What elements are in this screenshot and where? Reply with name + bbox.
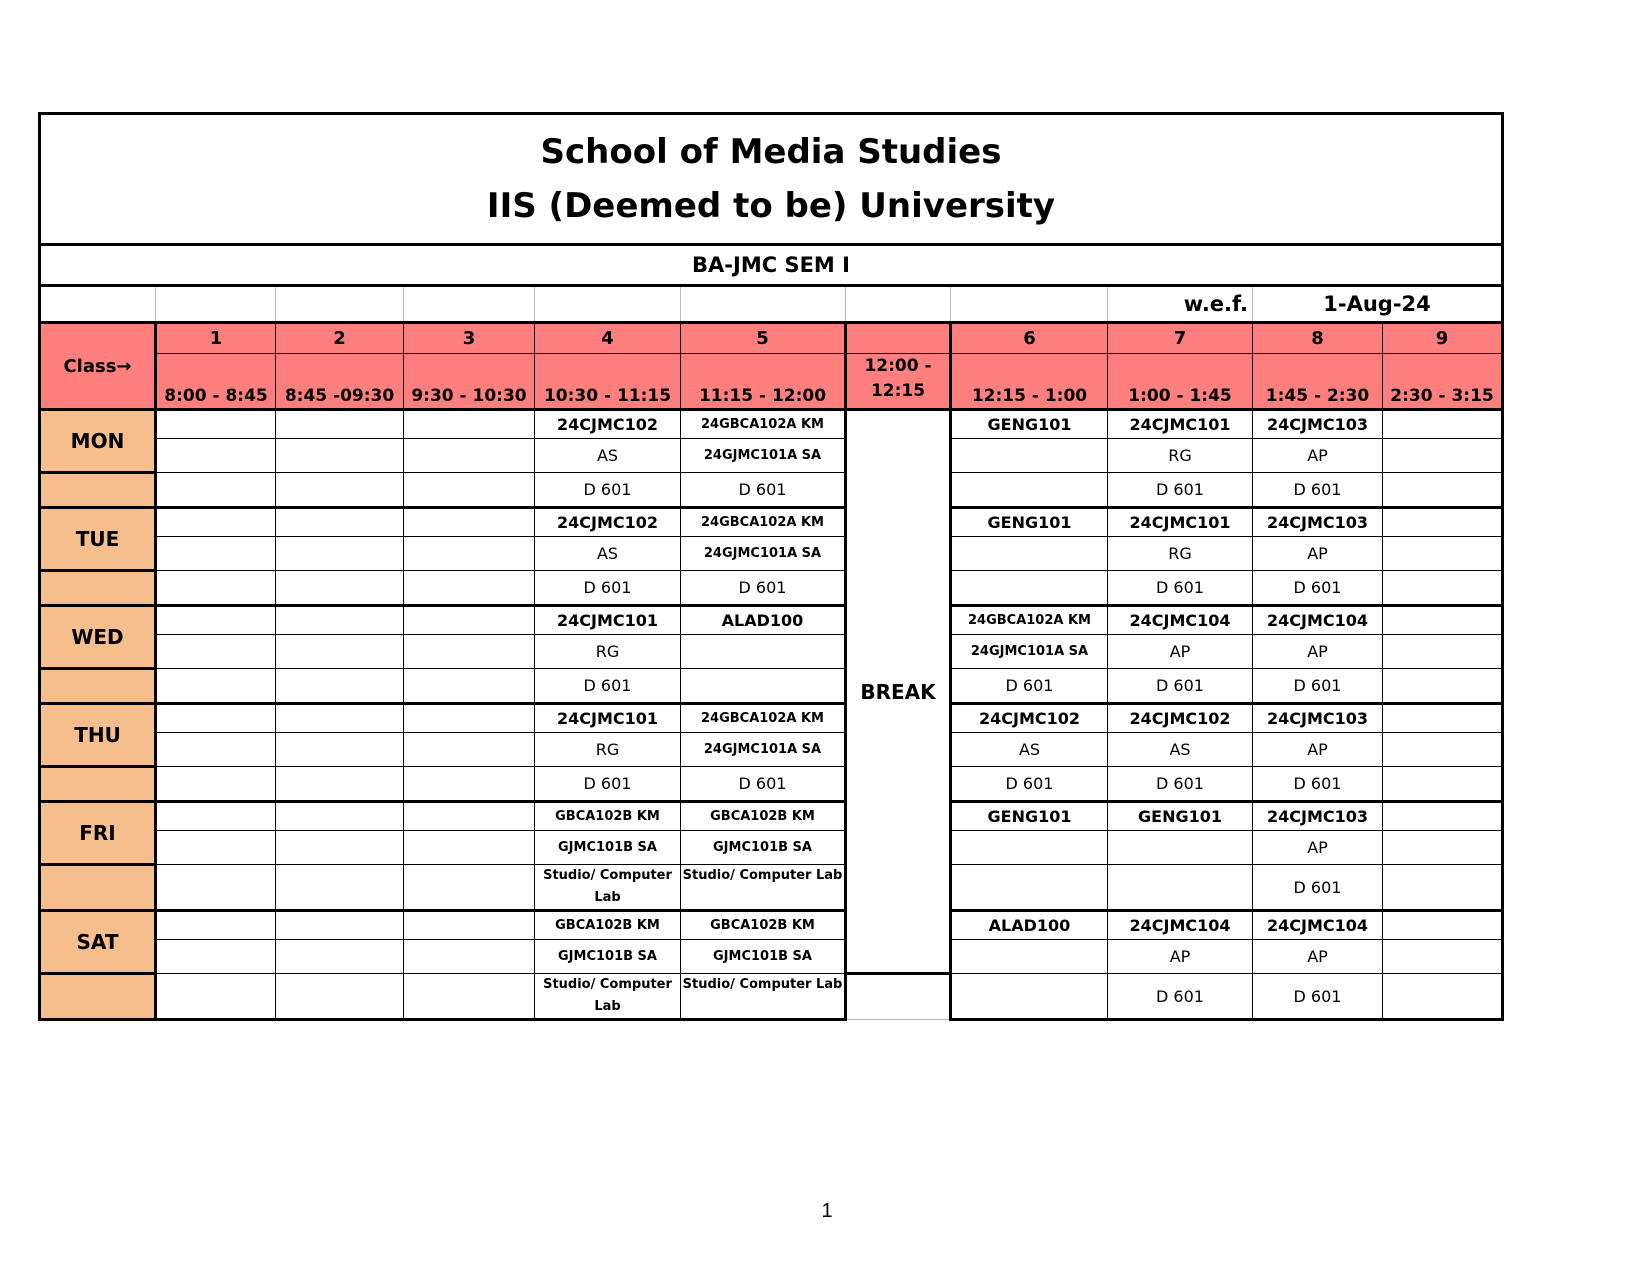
schedule-cell bbox=[1383, 571, 1503, 606]
period-time: 1:00 - 1:45 bbox=[1108, 354, 1253, 410]
blank-cell bbox=[681, 286, 846, 323]
day-label-spacer bbox=[40, 571, 156, 606]
period-time: 8:00 - 8:45 bbox=[156, 354, 276, 410]
day-row bbox=[40, 911, 1503, 940]
schedule-cell bbox=[404, 940, 535, 974]
schedule-cell: GENG101 bbox=[951, 508, 1108, 537]
schedule-cell: 24GBCA102A KM bbox=[681, 704, 846, 733]
schedule-cell bbox=[404, 704, 535, 733]
schedule-cell: AP bbox=[1253, 831, 1383, 865]
schedule-cell: D 601 bbox=[681, 473, 846, 508]
day-row bbox=[40, 704, 1503, 733]
schedule-cell bbox=[276, 473, 404, 508]
schedule-cell: Studio/ Computer Lab bbox=[681, 974, 846, 1020]
day-row bbox=[40, 635, 1503, 669]
schedule-cell: RG bbox=[1108, 439, 1253, 473]
schedule-cell: 24CJMC104 bbox=[1108, 606, 1253, 635]
schedule-cell bbox=[1383, 767, 1503, 802]
day-row bbox=[40, 410, 1503, 439]
schedule-cell: D 601 bbox=[1108, 473, 1253, 508]
break-column bbox=[846, 410, 951, 974]
day-label-tue: TUE bbox=[40, 508, 156, 571]
period-time: 11:15 - 12:00 bbox=[681, 354, 846, 410]
schedule-cell bbox=[156, 606, 276, 635]
schedule-cell: GJMC101B SA bbox=[535, 831, 681, 865]
schedule-cell: D 601 bbox=[535, 571, 681, 606]
schedule-cell: AS bbox=[1108, 733, 1253, 767]
schedule-cell: 24CJMC102 bbox=[535, 410, 681, 439]
schedule-cell bbox=[276, 733, 404, 767]
day-label-spacer bbox=[40, 669, 156, 704]
schedule-cell: 24CJMC104 bbox=[1108, 911, 1253, 940]
title-block bbox=[40, 114, 1503, 245]
day-row bbox=[40, 439, 1503, 473]
schedule-cell bbox=[1383, 865, 1503, 911]
period-number-1: 1 bbox=[156, 323, 276, 354]
break-time bbox=[846, 354, 951, 410]
schedule-cell bbox=[404, 802, 535, 831]
wef-label: w.e.f. bbox=[1108, 286, 1253, 323]
schedule-cell: D 601 bbox=[1253, 669, 1383, 704]
day-row bbox=[40, 571, 1503, 606]
schedule-cell bbox=[276, 439, 404, 473]
schedule-cell bbox=[156, 669, 276, 704]
schedule-cell bbox=[276, 911, 404, 940]
schedule-cell: D 601 bbox=[535, 767, 681, 802]
schedule-cell bbox=[276, 831, 404, 865]
schedule-cell: D 601 bbox=[535, 669, 681, 704]
schedule-cell: D 601 bbox=[1108, 767, 1253, 802]
schedule-cell: 24CJMC103 bbox=[1253, 802, 1383, 831]
day-row bbox=[40, 865, 1503, 911]
schedule-cell bbox=[1108, 831, 1253, 865]
day-label-mon: MON bbox=[40, 410, 156, 473]
schedule-cell bbox=[1383, 508, 1503, 537]
schedule-cell: 24CJMC101 bbox=[535, 606, 681, 635]
schedule-cell: GENG101 bbox=[951, 410, 1108, 439]
schedule-cell bbox=[1108, 865, 1253, 911]
schedule-cell bbox=[404, 767, 535, 802]
schedule-cell: D 601 bbox=[681, 767, 846, 802]
period-number-6: 6 bbox=[951, 323, 1108, 354]
schedule-cell: ALAD100 bbox=[681, 606, 846, 635]
schedule-cell: ALAD100 bbox=[951, 911, 1108, 940]
schedule-cell bbox=[156, 439, 276, 473]
schedule-cell: AS bbox=[535, 439, 681, 473]
schedule-cell bbox=[156, 733, 276, 767]
schedule-cell bbox=[156, 508, 276, 537]
break-column-end bbox=[846, 974, 951, 1020]
schedule-cell: 24CJMC104 bbox=[1253, 606, 1383, 635]
schedule-cell bbox=[276, 865, 404, 911]
schedule-cell: 24CJMC101 bbox=[1108, 508, 1253, 537]
schedule-cell bbox=[404, 831, 535, 865]
schedule-cell: D 601 bbox=[681, 571, 846, 606]
schedule-cell bbox=[1383, 473, 1503, 508]
schedule-cell bbox=[404, 974, 535, 1020]
schedule-cell bbox=[1383, 733, 1503, 767]
blank-cell bbox=[40, 286, 156, 323]
wef-date: 1-Aug-24 bbox=[1253, 286, 1503, 323]
schedule-cell: 24CJMC104 bbox=[1253, 911, 1383, 940]
day-row bbox=[40, 802, 1503, 831]
schedule-cell bbox=[951, 940, 1108, 974]
day-row bbox=[40, 831, 1503, 865]
schedule-cell bbox=[1383, 802, 1503, 831]
schedule-cell: D 601 bbox=[535, 473, 681, 508]
schedule-cell bbox=[1383, 974, 1503, 1020]
schedule-cell bbox=[156, 473, 276, 508]
schedule-cell bbox=[276, 974, 404, 1020]
schedule-cell bbox=[951, 571, 1108, 606]
schedule-cell bbox=[404, 473, 535, 508]
schedule-cell bbox=[1383, 635, 1503, 669]
break-time-end: 12:15 bbox=[870, 381, 926, 401]
schedule-cell bbox=[1383, 940, 1503, 974]
schedule-cell bbox=[156, 911, 276, 940]
schedule-cell: D 601 bbox=[1253, 571, 1383, 606]
schedule-cell: 24CJMC103 bbox=[1253, 410, 1383, 439]
schedule-cell bbox=[156, 537, 276, 571]
schedule-cell: RG bbox=[535, 733, 681, 767]
day-label-sat: SAT bbox=[40, 911, 156, 974]
blank-cell bbox=[535, 286, 681, 323]
schedule-cell: RG bbox=[535, 635, 681, 669]
schedule-cell: 24GJMC101A SA bbox=[681, 733, 846, 767]
schedule-cell: 24GJMC101A SA bbox=[681, 537, 846, 571]
schedule-cell bbox=[276, 537, 404, 571]
schedule-cell bbox=[156, 974, 276, 1020]
schedule-cell bbox=[276, 767, 404, 802]
schedule-cell: GENG101 bbox=[1108, 802, 1253, 831]
schedule-cell bbox=[404, 571, 535, 606]
period-number-5: 5 bbox=[681, 323, 846, 354]
period-number-2: 2 bbox=[276, 323, 404, 354]
day-row bbox=[40, 508, 1503, 537]
schedule-cell bbox=[404, 865, 535, 911]
program-title: BA-JMC SEM I bbox=[40, 245, 1503, 286]
day-label-thu: THU bbox=[40, 704, 156, 767]
schedule-cell bbox=[1383, 410, 1503, 439]
schedule-cell: 24GJMC101A SA bbox=[681, 439, 846, 473]
day-row bbox=[40, 767, 1503, 802]
schedule-cell: 24GBCA102A KM bbox=[681, 508, 846, 537]
schedule-cell: D 601 bbox=[1253, 974, 1383, 1020]
page-number: 1 bbox=[821, 1200, 833, 1222]
schedule-cell: AS bbox=[535, 537, 681, 571]
schedule-cell: D 601 bbox=[1253, 473, 1383, 508]
schedule-cell: D 601 bbox=[951, 767, 1108, 802]
schedule-cell: GBCA102B KM bbox=[681, 911, 846, 940]
schedule-cell bbox=[276, 571, 404, 606]
schedule-cell: 24GJMC101A SA bbox=[951, 635, 1108, 669]
schedule-cell bbox=[1383, 606, 1503, 635]
schedule-cell bbox=[404, 410, 535, 439]
schedule-cell bbox=[156, 802, 276, 831]
schedule-cell: Studio/ Computer Lab bbox=[681, 865, 846, 911]
period-time: 9:30 - 10:30 bbox=[404, 354, 535, 410]
period-time: 12:15 - 1:00 bbox=[951, 354, 1108, 410]
schedule-cell bbox=[1383, 537, 1503, 571]
schedule-cell bbox=[276, 669, 404, 704]
institution-name: School of Media Studies bbox=[540, 132, 1002, 172]
schedule-cell bbox=[276, 606, 404, 635]
schedule-cell bbox=[951, 831, 1108, 865]
day-row bbox=[40, 940, 1503, 974]
schedule-cell: 24CJMC102 bbox=[951, 704, 1108, 733]
schedule-cell: AP bbox=[1253, 635, 1383, 669]
schedule-cell bbox=[276, 635, 404, 669]
schedule-cell bbox=[951, 974, 1108, 1020]
period-number-8: 8 bbox=[1253, 323, 1383, 354]
period-time: 8:45 -09:30 bbox=[276, 354, 404, 410]
schedule-cell: Studio/ Computer Lab bbox=[535, 865, 681, 911]
period-time: 1:45 - 2:30 bbox=[1253, 354, 1383, 410]
schedule-cell bbox=[276, 802, 404, 831]
period-number-9: 9 bbox=[1383, 323, 1503, 354]
day-row bbox=[40, 537, 1503, 571]
day-label-spacer bbox=[40, 767, 156, 802]
break-time-start: 12:00 - bbox=[864, 356, 932, 376]
schedule-cell bbox=[156, 704, 276, 733]
day-row bbox=[40, 473, 1503, 508]
schedule-cell bbox=[404, 606, 535, 635]
schedule-cell bbox=[404, 537, 535, 571]
schedule-cell: GBCA102B KM bbox=[535, 802, 681, 831]
schedule-cell bbox=[951, 865, 1108, 911]
schedule-cell: GJMC101B SA bbox=[681, 831, 846, 865]
period-time: 2:30 - 3:15 bbox=[1383, 354, 1503, 410]
schedule-cell: 24CJMC102 bbox=[1108, 704, 1253, 733]
schedule-cell: 24CJMC101 bbox=[535, 704, 681, 733]
schedule-cell: GBCA102B KM bbox=[535, 911, 681, 940]
day-row bbox=[40, 974, 1503, 1020]
schedule-cell bbox=[1383, 911, 1503, 940]
schedule-cell bbox=[276, 410, 404, 439]
schedule-cell: AP bbox=[1253, 439, 1383, 473]
day-label-wed: WED bbox=[40, 606, 156, 669]
day-label-spacer bbox=[40, 865, 156, 911]
day-label-fri: FRI bbox=[40, 802, 156, 865]
schedule-cell bbox=[404, 911, 535, 940]
timetable-sheet bbox=[38, 112, 1501, 1021]
schedule-cell: D 601 bbox=[1108, 669, 1253, 704]
schedule-cell bbox=[156, 940, 276, 974]
schedule-cell: D 601 bbox=[1253, 865, 1383, 911]
day-row bbox=[40, 733, 1503, 767]
schedule-cell bbox=[951, 439, 1108, 473]
schedule-cell bbox=[156, 635, 276, 669]
day-label-spacer bbox=[40, 974, 156, 1020]
blank-cell bbox=[276, 286, 404, 323]
schedule-cell: 24CJMC103 bbox=[1253, 508, 1383, 537]
schedule-cell bbox=[276, 508, 404, 537]
schedule-cell bbox=[951, 473, 1108, 508]
blank-cell bbox=[404, 286, 535, 323]
schedule-cell: GENG101 bbox=[951, 802, 1108, 831]
schedule-cell bbox=[276, 940, 404, 974]
schedule-cell: GJMC101B SA bbox=[535, 940, 681, 974]
period-number-3: 3 bbox=[404, 323, 535, 354]
schedule-cell: 24CJMC101 bbox=[1108, 410, 1253, 439]
schedule-cell: D 601 bbox=[1108, 571, 1253, 606]
schedule-cell bbox=[681, 669, 846, 704]
schedule-cell: D 601 bbox=[1108, 974, 1253, 1020]
break-label: BREAK bbox=[860, 679, 936, 704]
schedule-cell: AP bbox=[1253, 940, 1383, 974]
period-time: 10:30 - 11:15 bbox=[535, 354, 681, 410]
schedule-cell: D 601 bbox=[1253, 767, 1383, 802]
timetable bbox=[38, 112, 1504, 1021]
schedule-cell bbox=[404, 508, 535, 537]
schedule-cell: AP bbox=[1253, 733, 1383, 767]
period-number-7: 7 bbox=[1108, 323, 1253, 354]
schedule-cell: AP bbox=[1108, 940, 1253, 974]
university-name: IIS (Deemed to be) University bbox=[486, 186, 1056, 226]
schedule-cell: GJMC101B SA bbox=[681, 940, 846, 974]
schedule-cell: D 601 bbox=[951, 669, 1108, 704]
schedule-cell: AP bbox=[1108, 635, 1253, 669]
class-label: Class→ bbox=[40, 323, 156, 410]
schedule-cell bbox=[156, 865, 276, 911]
schedule-cell bbox=[404, 439, 535, 473]
break-number-cell bbox=[846, 323, 951, 354]
schedule-cell: 24CJMC102 bbox=[535, 508, 681, 537]
blank-cell bbox=[846, 286, 951, 323]
schedule-cell bbox=[404, 733, 535, 767]
schedule-cell: RG bbox=[1108, 537, 1253, 571]
period-number-4: 4 bbox=[535, 323, 681, 354]
schedule-cell bbox=[404, 669, 535, 704]
schedule-cell bbox=[1383, 831, 1503, 865]
day-row bbox=[40, 669, 1503, 704]
schedule-cell: AP bbox=[1253, 537, 1383, 571]
schedule-cell: 24GBCA102A KM bbox=[681, 410, 846, 439]
schedule-cell: 24GBCA102A KM bbox=[951, 606, 1108, 635]
schedule-cell bbox=[681, 635, 846, 669]
schedule-cell bbox=[1383, 439, 1503, 473]
schedule-cell: GBCA102B KM bbox=[681, 802, 846, 831]
schedule-cell: AS bbox=[951, 733, 1108, 767]
day-row bbox=[40, 606, 1503, 635]
schedule-cell bbox=[1383, 669, 1503, 704]
schedule-cell bbox=[1383, 704, 1503, 733]
day-label-spacer bbox=[40, 473, 156, 508]
schedule-cell bbox=[156, 831, 276, 865]
schedule-cell: Studio/ Computer Lab bbox=[535, 974, 681, 1020]
schedule-cell bbox=[404, 635, 535, 669]
schedule-cell bbox=[276, 704, 404, 733]
schedule-cell bbox=[951, 537, 1108, 571]
schedule-cell bbox=[156, 767, 276, 802]
blank-cell bbox=[156, 286, 276, 323]
blank-cell bbox=[951, 286, 1108, 323]
schedule-cell: 24CJMC103 bbox=[1253, 704, 1383, 733]
schedule-cell bbox=[156, 571, 276, 606]
schedule-cell bbox=[156, 410, 276, 439]
